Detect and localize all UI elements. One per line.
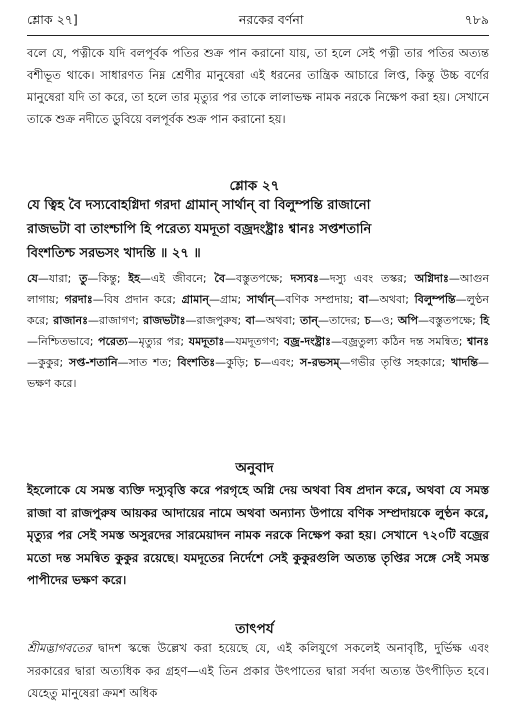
synonym-meaning: বস্তুতপক্ষে bbox=[428, 314, 473, 327]
intro-paragraph: বলে যে, পত্নীকে যদি বলপূর্বক পতির শুক্র পান করানো যায়, তা হলে সেই পত্নী তার পতির অত্যন্ত বশীভূত থাকে। সাধারণত নিম্ন শ্রেণীর মানুষেরা এই ধরনের তান্ত্রিক আচারে লিপ্ত, কিন্তু উচ্চ বর্ণের মানুষেরা যদি তা করে, তা হলে তার মৃত্যুর পর তাকে লালাভক্ষ নামক নরকে নিক্ষেপ করা হয়। সেখানে তাকে শুক্র নদীতে ডুবিয়ে বলপূর্বক শুক্র পান করানো হয়। bbox=[27, 46, 489, 126]
synonym-meaning: তাদের bbox=[328, 314, 357, 327]
synonym-term: চ bbox=[364, 314, 371, 327]
chapter-title: নরকের বর্ণনা bbox=[238, 12, 304, 27]
synonym-entry: চ—এবং; bbox=[254, 356, 301, 369]
synonym-meaning: এই জীবনে bbox=[150, 272, 203, 285]
verse-line: বিংশতিশ্চ সরভসং খাদন্তি ॥ ২৭ ॥ bbox=[27, 246, 201, 261]
synonym-meaning: মৃত্যুর পর bbox=[138, 335, 181, 348]
header-rule bbox=[27, 35, 489, 36]
synonym-term: দস্যবঃ bbox=[290, 272, 319, 285]
synonym-term: বিংশতিঃ bbox=[177, 356, 216, 369]
purport-body: দ্বাদশ স্কন্ধে উল্লেখ করা হয়েছে যে, এই কলিযুগে সকলেই অনাবৃষ্টি, দুর্ভিক্ষ এবং সরকারের দ্বারা অত্যধিক কর গ্রহণ—এই তিন প্রকার উৎপাতের দ্বারা সর্বদা অত্যন্ত উৎপীড়িত হবে। যেহেতু মানুষেরা ক্রমশ অধিক bbox=[27, 641, 489, 700]
synonym-meaning: কুড়ি bbox=[226, 356, 245, 369]
word-for-word-synonyms bbox=[27, 268, 489, 394]
scripture-title: শ্রীমদ্ভাগবতের bbox=[27, 641, 92, 655]
synonym-entry: সপ্ত-শতানি—সাত শত; bbox=[68, 356, 178, 369]
synonym-meaning: লুণ্ঠন করে bbox=[27, 293, 489, 327]
synonym-entry: যমদূতাঃ—যমদূতগণ; bbox=[188, 335, 285, 348]
synonym-term: বা bbox=[359, 293, 369, 306]
synonym-term: গরদাঃ bbox=[64, 293, 93, 306]
synonym-meaning: অথবা bbox=[379, 293, 406, 306]
synonym-term: রাজানঃ bbox=[53, 314, 88, 327]
purport-text bbox=[27, 637, 489, 705]
synonym-term: বিলুম্পন্তি bbox=[414, 293, 456, 306]
synonym-entry: যে—যারা; bbox=[27, 272, 80, 285]
synonym-entry: গরদাঃ—বিষ প্রদান করে; bbox=[64, 293, 182, 306]
purport-heading: তাৎপর্য bbox=[235, 621, 274, 637]
synonym-meaning: ও bbox=[381, 314, 390, 327]
verse-line: রাজভটা বা তাংশ্চাপি হি পরেত্য যমদূতা বজ্রদংষ্ট্রাঃ শ্বানঃ সপ্তশতানি bbox=[27, 222, 372, 237]
verse-line: যে ত্বিহ বৈ দস্যবোহগ্নিদা গরদা গ্রামান্ সার্থান্ বা বিলুম্পন্তি রাজানো bbox=[27, 198, 371, 213]
synonym-term: বজ্র-দংষ্ট্রাঃ bbox=[284, 335, 331, 348]
synonym-meaning: রাজপুরুষ bbox=[196, 314, 238, 327]
synonym-term: অগ্নিদাঃ bbox=[414, 272, 449, 285]
synonym-entry: বিলুম্পন্তি—লুণ্ঠন করে; bbox=[27, 293, 489, 327]
translation-heading: অনুবাদ bbox=[235, 460, 274, 476]
synonym-entry: রাজভটাঃ—রাজপুরুষ; bbox=[143, 314, 246, 327]
synonym-entry: তান্—তাদের; bbox=[299, 314, 365, 327]
synonym-term: তু bbox=[79, 272, 88, 285]
synonym-meaning: ভক্ষণ করে bbox=[27, 377, 73, 390]
synonym-meaning: দস্যু এবং তস্কর bbox=[329, 272, 404, 285]
synonym-term: ইহ bbox=[128, 272, 140, 285]
synonym-term: শ্বানঃ bbox=[467, 335, 489, 348]
synonym-meaning: সাত শত bbox=[128, 356, 168, 369]
synonym-entry: ইহ—এই জীবনে; bbox=[128, 272, 215, 285]
synonym-term: সপ্ত-শতানি bbox=[68, 356, 118, 369]
synonym-term: যে bbox=[27, 272, 38, 285]
synonym-meaning: আগুন লাগায় bbox=[27, 272, 490, 306]
synonym-meaning: গভীর তৃপ্তি সহকারে bbox=[350, 356, 442, 369]
synonym-term: বা bbox=[245, 314, 255, 327]
synonym-entry: অগ্নিদাঃ—আগুন লাগায়; bbox=[27, 272, 490, 306]
synonym-meaning: যমদূতগণ bbox=[235, 335, 276, 348]
synonym-term: খাদন্তি bbox=[451, 356, 478, 369]
synonym-meaning: রাজাগণ bbox=[98, 314, 136, 327]
synonym-meaning: গ্রাম bbox=[219, 293, 238, 306]
synonym-entry: বজ্র-দংষ্ট্রাঃ—বজ্রতুল্য কঠিন দন্ত সমন্বিত; bbox=[284, 335, 468, 348]
synonym-entry: দস্যবঃ—দস্যু এবং তস্কর; bbox=[290, 272, 415, 285]
synonym-term: রাজভটাঃ bbox=[143, 314, 186, 327]
synonym-entry: বা—অথবা; bbox=[359, 293, 415, 306]
synonym-entry: খাদন্তি—ভক্ষণ করে। bbox=[27, 356, 489, 390]
synonym-entry: শ্বানঃ—কুকুর; bbox=[27, 335, 489, 369]
synonym-entry: সার্থান্—বণিক সম্প্রদায়; bbox=[246, 293, 360, 306]
synonym-entry: স-রভসম্—গভীর তৃপ্তি সহকারে; bbox=[300, 356, 452, 369]
synonym-entry: চ—ও; bbox=[364, 314, 398, 327]
synonym-meaning: এবং bbox=[271, 356, 291, 369]
synonym-meaning: যারা bbox=[48, 272, 68, 285]
synonym-meaning: বিষ প্রদান করে bbox=[103, 293, 173, 306]
synonym-meaning: অথবা bbox=[265, 314, 292, 327]
synonym-meaning: বজ্রতুল্য কঠিন দন্ত সমন্বিত bbox=[341, 335, 459, 348]
synonym-meaning: বণিক সম্প্রদায় bbox=[285, 293, 350, 306]
synonym-entry: বা—অথবা; bbox=[245, 314, 300, 327]
verse-reference: শ্লোক ২৭] bbox=[27, 12, 78, 27]
synonym-term: স-রভসম্ bbox=[300, 356, 340, 369]
synonym-term: অপি bbox=[397, 314, 418, 327]
verse-heading: শ্লোক ২৭ bbox=[229, 178, 280, 194]
running-header bbox=[27, 10, 489, 34]
synonym-term: গ্রামান্ bbox=[181, 293, 209, 306]
synonym-term: চ bbox=[254, 356, 261, 369]
synonym-entry: অপি—বস্তুতপক্ষে; bbox=[397, 314, 481, 327]
synonym-term: যমদূতাঃ bbox=[188, 335, 225, 348]
verse-text bbox=[27, 194, 489, 266]
synonym-meaning: কিন্তু bbox=[98, 272, 117, 285]
synonym-entry: রাজানঃ—রাজাগণ; bbox=[53, 314, 144, 327]
synonym-entry: বৈ—বস্তুতপক্ষে; bbox=[214, 272, 291, 285]
synonym-meaning: বস্তুতপক্ষে bbox=[236, 272, 280, 285]
synonym-entry: হি—নিশ্চিতভাবে; bbox=[27, 314, 490, 348]
synonym-term: সার্থান্ bbox=[246, 293, 275, 306]
page-number: ৭৮৯ bbox=[464, 12, 489, 27]
synonym-entry: তু—কিন্তু; bbox=[79, 272, 129, 285]
synonym-term: হি bbox=[480, 314, 490, 327]
synonym-entry: বিংশতিঃ—কুড়ি; bbox=[177, 356, 255, 369]
translation-text: ইহলোকে যে সমস্ত ব্যক্তি দস্যুবৃত্তি করে পরগৃহে অগ্নি দেয় অথবা বিষ প্রদান করে, অথবা যে সমস্ত রাজা বা রাজপুরুষ আয়কর আদায়ের নামে অথবা অন্যান্য উপায়ে বণিক সম্প্রদায়কে লুণ্ঠন করে, মৃত্যুর পর সেই সমস্ত অসুরদের সারমেয়াদন নামক নরকে নিক্ষেপ করা হয়। সেখানে ৭২০টি বজ্রের মতো দন্ত সমন্বিত কুকুর রয়েছে। যমদূতের নির্দেশে সেই কুকুরগুলি অত্যন্ত তৃপ্তির সঙ্গে সেই সমস্ত পাপীদের ভক্ষণ করে। bbox=[27, 483, 489, 587]
synonym-term: পরেত্য bbox=[98, 335, 128, 348]
synonym-term: তান্ bbox=[299, 314, 318, 327]
synonym-meaning: নিশ্চিতভাবে bbox=[38, 335, 90, 348]
synonym-entry: গ্রামান্—গ্রাম; bbox=[181, 293, 247, 306]
synonym-entry: পরেত্য—মৃত্যুর পর; bbox=[98, 335, 189, 348]
synonym-meaning: কুকুর bbox=[38, 356, 60, 369]
synonym-term: বৈ bbox=[214, 272, 225, 285]
